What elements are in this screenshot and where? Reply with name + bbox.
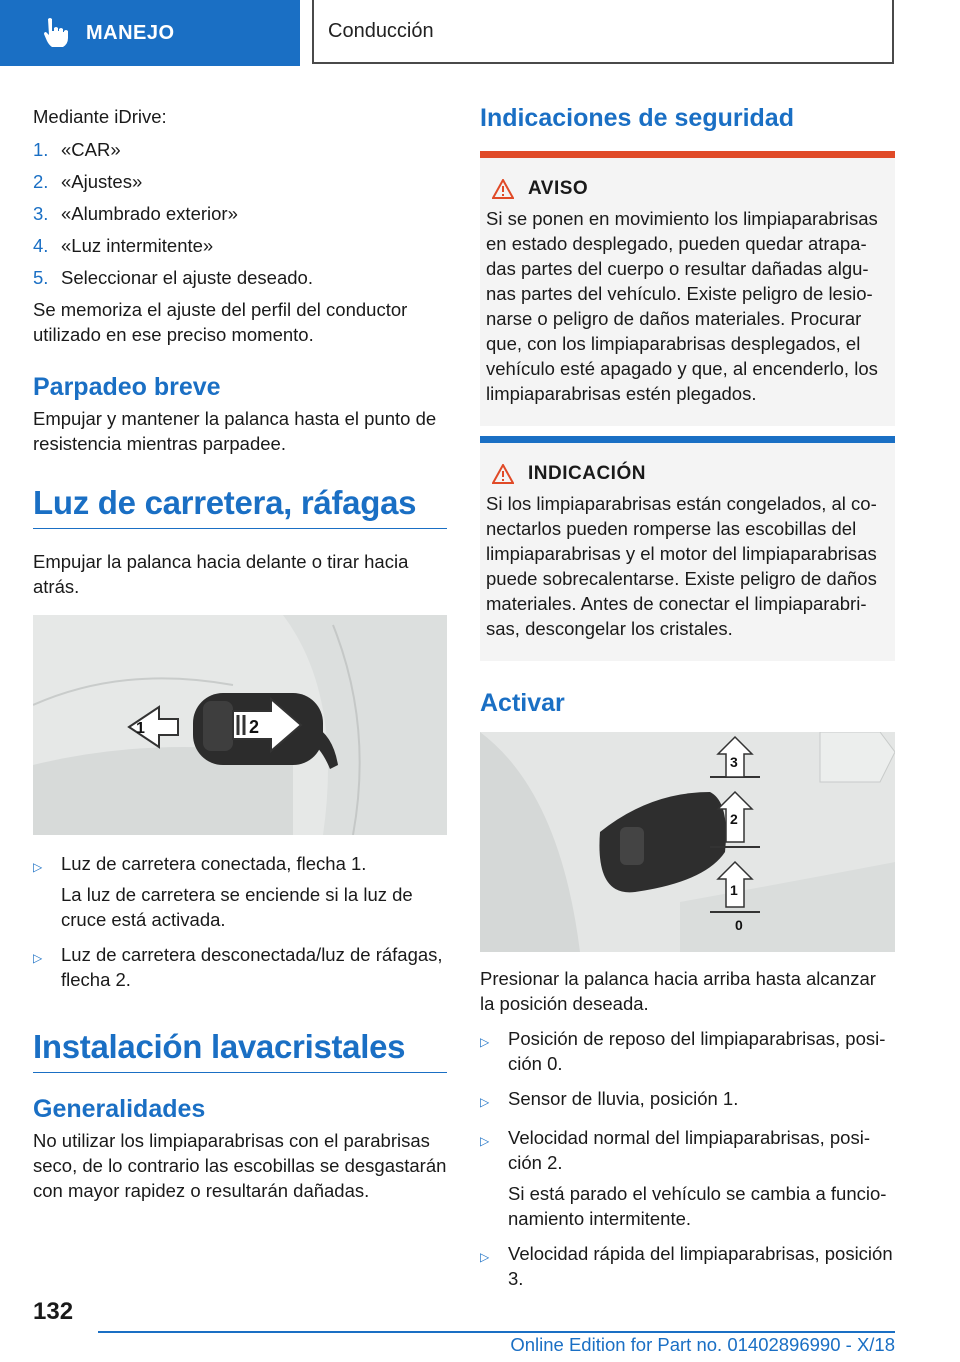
triangle-bullet-icon: ▷ [33, 951, 43, 965]
generalidades-text: No utilizar los limpiaparabrisas con el parabrisas seco, de lo contrario las escobillas se desgastarán con mayor rapidez o resultarán dañadas. [33, 1130, 447, 1201]
heading-rule [33, 528, 447, 529]
chapter-tab[interactable] [0, 0, 300, 66]
list-item [480, 1125, 895, 1231]
list-item [33, 201, 447, 226]
aviso-label: AVISO [528, 178, 589, 199]
list-item [33, 265, 447, 290]
position-label-2: 2 [730, 811, 738, 827]
list-item [480, 1086, 895, 1115]
list-item [480, 1026, 895, 1076]
heading-rule [33, 1072, 447, 1073]
footer-rule [98, 1331, 895, 1333]
list-item [33, 942, 447, 992]
step-number: 2. [33, 171, 49, 192]
triangle-bullet-icon: ▷ [480, 1035, 490, 1049]
position-label-1: 1 [730, 882, 738, 898]
step-text: «Ajustes» [61, 171, 143, 192]
list-item [33, 233, 447, 258]
item-subtext: La luz de carretera se enciende si la luz de cruce está activada. [61, 884, 413, 930]
memo-text: Se memoriza el ajuste del perfil del conductor utilizado en ese preciso momento. [33, 299, 408, 345]
triangle-bullet-icon: ▷ [480, 1134, 490, 1148]
list-item [480, 1241, 895, 1291]
position-label-0: 0 [735, 917, 743, 933]
item-text: Luz de carretera desconectada/luz de ráfagas, flecha 2. [61, 944, 443, 990]
wiper-lever-illustration [480, 732, 895, 952]
aviso-text: Si se ponen en movimiento los limpiaparabrisas en estado desplegado, pueden quedar atrapadas partes del cuerpo o resultar dañadas algunas partes del vehículo. Existe peligro de lesionarse o peligro de daños materiales. Procurar que, con los limpiaparabrisas desplegados, el vehículo esté apagado y que, al encenderlo, los limpiaparabrisas estén plegados. [486, 208, 878, 404]
aviso-box [480, 158, 895, 426]
item-text: Velocidad rápida del limpiaparabrisas, posición 3. [508, 1243, 893, 1289]
seguridad-heading: Indicaciones de seguridad [480, 104, 794, 132]
generalidades-heading: Generalidades [33, 1095, 206, 1123]
step-text: Seleccionar el ajuste deseado. [61, 267, 313, 288]
step-number: 4. [33, 235, 49, 256]
lever-illustration [33, 615, 447, 835]
item-text: Velocidad normal del limpiaparabrisas, posición 2. [508, 1127, 870, 1173]
item-subtext: Si está parado el vehículo se cambia a funcionamiento intermitente. [508, 1183, 887, 1229]
list-item [33, 169, 447, 194]
luz-carretera-heading: Luz de carretera, ráfagas [33, 484, 417, 521]
step-number: 1. [33, 139, 49, 160]
step-number: 3. [33, 203, 49, 224]
step-text: «CAR» [61, 139, 121, 160]
footer-edition-text: Online Edition for Part no. 01402896990 - X/18 [510, 1334, 895, 1355]
hand-pointer-icon [36, 15, 72, 51]
aviso-header [492, 178, 889, 200]
activar-list [480, 1026, 895, 1291]
item-text: Posición de reposo del limpiaparabrisas, posición 0. [508, 1028, 886, 1074]
note-bar [480, 436, 895, 443]
step-text: «Luz intermitente» [61, 235, 214, 256]
arrow-label-1: 1 [136, 720, 145, 737]
lavacristales-heading: Instalación lavacristales [33, 1028, 406, 1065]
parpadeo-heading: Parpadeo breve [33, 373, 221, 401]
indicacion-box [480, 443, 895, 661]
warning-triangle-icon [492, 179, 514, 199]
item-text: Luz de carretera conectada, flecha 1. [61, 853, 367, 874]
activar-heading: Activar [480, 689, 565, 717]
triangle-bullet-icon: ▷ [480, 1095, 490, 1109]
triangle-bullet-icon: ▷ [33, 860, 43, 874]
left-column [33, 100, 447, 1203]
idrive-steps-list [33, 137, 447, 290]
indicacion-text: Si los limpiaparabrisas están congelados, al conectarlos pueden romperse las escobillas del limpiaparabrisas y el motor del limpiaparabrisas puede sobrecalentarse. Existe peligro de daños materiales. Antes de conectar el limpiaparabrisas, descongelar los cristales. [486, 493, 877, 639]
warning-triangle-icon [492, 464, 514, 484]
indicacion-label: INDICACIÓN [528, 463, 646, 484]
position-label-3: 3 [730, 754, 738, 770]
idrive-intro: Mediante iDrive: [33, 106, 167, 127]
chapter-tab-label: MANEJO [86, 21, 175, 44]
step-number: 5. [33, 267, 49, 288]
wiper-lever-figure [480, 732, 895, 952]
page-number: 132 [33, 1298, 74, 1325]
list-item [33, 851, 447, 932]
list-item [33, 137, 447, 162]
triangle-bullet-icon: ▷ [480, 1250, 490, 1264]
parpadeo-text: Empujar y mantener la palanca hasta el punto de resistencia mientras parpadee. [33, 408, 437, 454]
item-text: Sensor de lluvia, posición 1. [508, 1088, 739, 1109]
step-text: «Alumbrado exterior» [61, 203, 238, 224]
indicacion-header [492, 463, 889, 485]
luz-carretera-text: Empujar la palanca hacia delante o tirar hacia atrás. [33, 551, 409, 597]
activar-text: Presionar la palanca hacia arriba hasta alcanzar la posición deseada. [480, 968, 876, 1014]
arrow-label-2: 2 [249, 717, 260, 737]
warning-bar [480, 151, 895, 158]
lever-figure [33, 615, 447, 835]
luz-carretera-list [33, 851, 447, 992]
section-title: Conducción [312, 0, 894, 64]
right-column [480, 96, 895, 1301]
